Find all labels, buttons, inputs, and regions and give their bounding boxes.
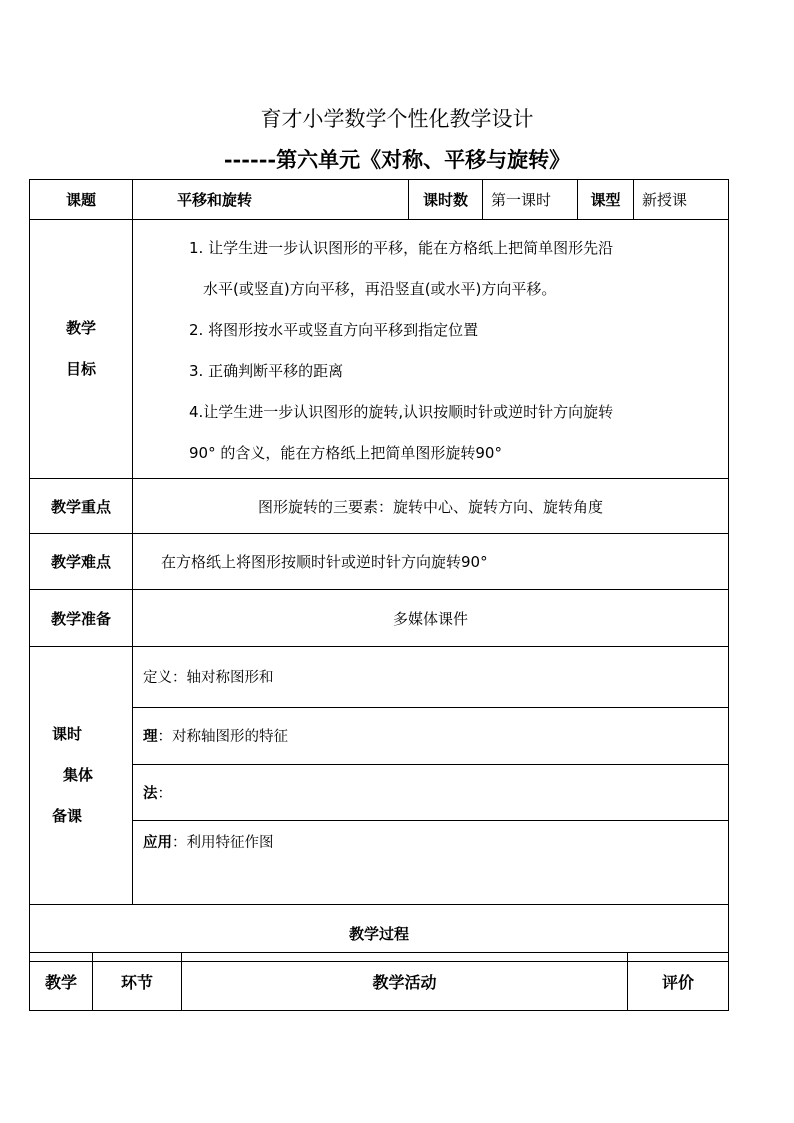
lessons-value: 第一课时 (483, 180, 578, 220)
document-subtitle: ------第六单元《对称、平移与旋转》 (223, 147, 571, 172)
lessons-label: 课时数 (409, 180, 483, 220)
collective-item (133, 707, 728, 764)
collective-content (133, 647, 729, 905)
objectives-label (30, 220, 133, 479)
collective-subtable (133, 647, 728, 904)
preparation-value: 多媒体课件 (133, 590, 729, 647)
difficulties-label: 教学难点 (30, 534, 133, 590)
collective-item-text: ： (157, 785, 172, 802)
key-points-label: 教学重点 (30, 479, 133, 534)
type-value: 新授课 (634, 180, 729, 220)
difficulties-row (30, 534, 729, 590)
document-title: 育才小学数学个性化教学设计 (260, 107, 534, 131)
collective-item (133, 764, 728, 820)
objective-line: 2. 将图形按水平或竖直方向平移到指定位置 (189, 321, 479, 339)
process-title: 教学过程 (30, 905, 729, 962)
objective-line: 4.让学生进一步认识图形的旋转,认识按顺时针或逆时针方向旋转 (189, 403, 614, 421)
collective-item-text: ：对称轴图形的特征 (157, 729, 288, 745)
collective-label-line2: 集体 (63, 766, 94, 784)
objective-line: 1. 让学生进一步认识图形的平移，能在方格纸上把简单图形先沿 (189, 239, 614, 257)
difficulties-value: 在方格纸上将图形按顺时针或逆时针方向旋转90° (133, 534, 729, 590)
collective-label (30, 647, 133, 905)
collective-item-text: ：利用特征作图 (172, 834, 274, 851)
objectives-label-line1: 教学 (65, 319, 96, 337)
key-points-value: 图形旋转的三要素：旋转中心、旋转方向、旋转角度 (133, 479, 729, 534)
objective-line: 水平(或竖直)方向平移，再沿竖直(或水平)方向平移。 (203, 280, 557, 298)
process-col-evaluation: 评价 (628, 953, 729, 1011)
collective-item-prefix: 应用 (143, 834, 172, 851)
objectives-label-line2: 目标 (65, 360, 96, 378)
collective-label-line3: 备课 (52, 807, 83, 825)
key-points-row (30, 479, 729, 534)
lesson-plan-table (29, 179, 729, 962)
preparation-label: 教学准备 (30, 590, 133, 647)
collective-row (30, 647, 729, 905)
collective-item-prefix: 法 (143, 785, 158, 802)
objectives-row (30, 220, 729, 479)
collective-item (133, 647, 728, 707)
collective-label-line1: 课时 (52, 725, 83, 743)
preparation-row (30, 590, 729, 647)
process-header-table (29, 952, 729, 1011)
topic-label: 课题 (30, 180, 133, 220)
type-label: 课型 (578, 180, 634, 220)
header-row (30, 180, 729, 220)
objective-line: 90° 的含义，能在方格纸上把简单图形旋转90° (189, 444, 502, 462)
collective-item-prefix: 定义 (143, 670, 172, 687)
objective-line: 3. 正确判断平移的距离 (189, 362, 344, 380)
collective-item (133, 820, 728, 904)
objectives-content (133, 220, 729, 479)
collective-item-text: ：轴对称图形和 (172, 670, 274, 687)
process-col-stage: 教学 (30, 953, 93, 1011)
process-col-activity: 教学活动 (182, 953, 628, 1011)
topic-value: 平移和旋转 (133, 180, 409, 220)
process-col-step: 环节 (93, 953, 182, 1011)
process-header-row (30, 953, 729, 1011)
collective-item-prefix: 理 (143, 729, 158, 745)
